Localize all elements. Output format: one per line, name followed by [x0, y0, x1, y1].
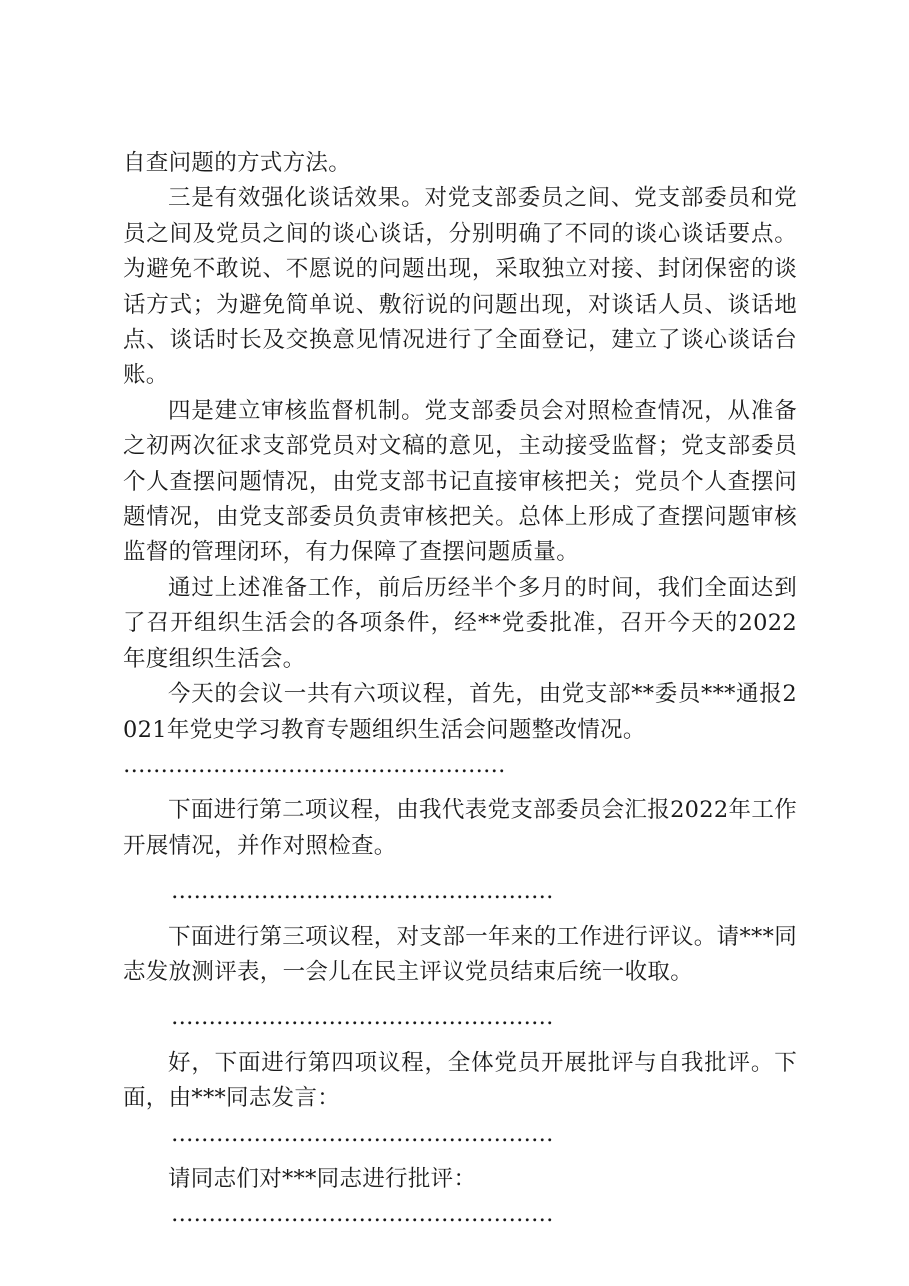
- paragraph-agenda-two: 下面进行第二项议程，由我代表党支部委员会汇报2022年工作开展情况，并作对照检查。: [123, 797, 797, 859]
- ellipsis-line: ……………………………………………: [171, 1201, 554, 1228]
- paragraph-agenda-four: 好，下面进行第四项议程，全体党员开展批评与自我批评。下面，由***同志发言：: [123, 1049, 797, 1112]
- paragraph-agenda-one: 今天的会议一共有六项议程，首先，由党支部**委员***通报2021年党史学习教育专题组织生活会问题整改情况。: [123, 681, 797, 743]
- ellipsis-line: ……………………………………………: [171, 878, 554, 905]
- paragraph-method-end: 自查问题的方式方法。: [123, 150, 352, 176]
- paragraph-agenda-three: 下面进行第三项议程，对支部一年来的工作进行评议。请***同志发放测评表，一会儿在民主评议党员结束后统一收取。: [123, 923, 797, 985]
- ellipsis-line: ……………………………………………: [171, 1120, 554, 1147]
- paragraph-review-mechanism: 四是建立审核监督机制。党支部委员会对照检查情况，从准备之初两次征求支部党员对文稿的意见，主动接受监督；党支部委员个人查摆问题情况，由党支部书记直接审核把关；党员个人查摆问题情况，由党支部委员负责审核把关。总体上形成了查摆问题审核监督的管理闭环，有力保障了查摆问题质量。: [123, 397, 797, 566]
- ellipsis-line: ……………………………………………: [171, 1004, 554, 1031]
- document-page: [123, 146, 797, 1233]
- paragraph-preparation-summary: 通过上述准备工作，前后历经半个多月的时间，我们全面达到了召开组织生活会的各项条件，经**党委批准，召开今天的2022年度组织生活会。: [123, 574, 797, 672]
- ellipsis-line: ……………………………………………: [123, 751, 506, 778]
- paragraph-criticism: 请同志们对***同志进行批评：: [168, 1165, 477, 1192]
- paragraph-talk-effect: 三是有效强化谈话效果。对党支部委员之间、党支部委员和党员之间及党员之间的谈心谈话，分别明确了不同的谈心谈话要点。为避免不敢说、不愿说的问题出现，采取独立对接、封闭保密的谈话方式；为避免简单说、敷衍说的问题出现，对谈话人员、谈话地点、谈话时长及交换意见情况进行了全面登记，建立了谈心谈话台账。: [123, 185, 797, 389]
